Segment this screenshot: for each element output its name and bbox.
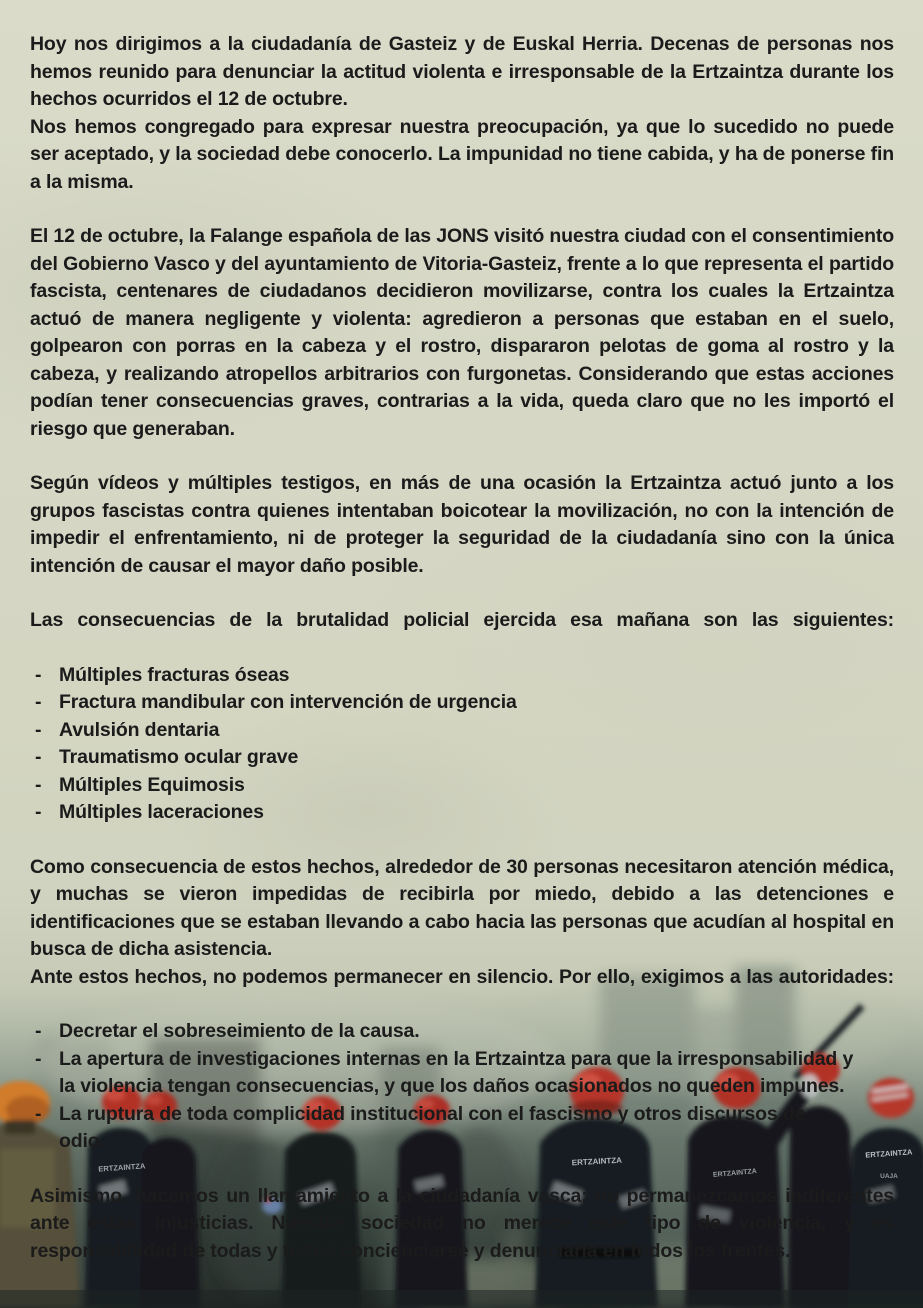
medical-paragraph: Como consecuencia de estos hechos, alrededor de 30 personas necesitaron atención médica, y muchas se vieron impedidas de recibirla por miedo, debido a las detenciones e identificaciones que se estaban llevando a cabo hacia las personas que acudían al hospital en busca de dicha asistencia.: [30, 855, 894, 960]
demand-item-text: La ruptura de toda complicidad institucional con el fascismo y otros discursos de odio.: [59, 1102, 806, 1152]
bottom-vignette: [0, 1290, 923, 1308]
injury-item: [30, 662, 894, 690]
bullet-dash: -: [35, 801, 42, 823]
demand-item-text: La apertura de investigaciones internas en la Ertzaintza para que la irresponsabilidad y la violencia tengan consecuencias, y que los daños ocasionados no queden impunes.: [59, 1047, 854, 1097]
closing-paragraph: Asimismo, hacemos un llamamiento a la ciudadanía vasca: no permanezcamos indiferentes ante estas injusticias. Nuestra sociedad no merece este tipo de violencia, y es responsabilidad de todas y todos concienciarse y denunciarla en todos los frentes.: [30, 1184, 894, 1262]
injury-item: [30, 717, 894, 745]
demands-list: [30, 1018, 894, 1156]
intro-section: [30, 31, 894, 196]
police-back-label: ERTZAINTZA: [98, 1161, 146, 1174]
injury-item: [30, 689, 894, 717]
police-unit-label: UAJA: [880, 1173, 898, 1180]
bullet-dash: -: [35, 773, 42, 796]
october-paragraph: El 12 de octubre, la Falange española de las JONS visitó nuestra ciudad con el consentimiento del Gobierno Vasco y del ayuntamiento de Vitoria-Gasteiz, frente a lo que representa el partido fascista, centenares de ciudadanos decidieron movilizarse, contra los cuales la Ertzaintza actuó de manera negligente y violenta: agredieron a personas que estaban en el suelo, golpearon con porras en la cabeza y el rostro, dispararon pelotas de goma al rostro y la cabeza, y realizando atropellos arbitrarios con furgonetas. Considerando que estas acciones podían tener consecuencias graves, contrarias a la vida, queda claro que no les importó el riesgo que generaban.: [30, 225, 894, 440]
demand-item-text: Decretar el sobreseimiento de la causa.: [59, 1020, 420, 1042]
medical-section: [30, 854, 894, 992]
demand-item: [30, 1046, 894, 1101]
bullet-dash: -: [35, 718, 42, 741]
injury-item: [30, 744, 894, 772]
intro-paragraph-2: Nos hemos congregado para expresar nuestra preocupación, ya que lo sucedido no puede ser aceptado, y la sociedad debe conocerlo. La impunidad no tiene cabida, y ha de ponerse fin a la misma.: [30, 115, 894, 193]
intro-paragraph-1: Hoy nos dirigimos a la ciudadanía de Gasteiz y de Euskal Herria. Decenas de personas nos hemos reunido para denunciar la actitud violenta e irresponsable de la Ertzaintza durante los hechos ocurridos el 12 de octubre.: [30, 33, 894, 110]
bullet-dash: -: [35, 746, 42, 768]
demand-item: [30, 1018, 894, 1046]
bullet-dash: -: [35, 1020, 42, 1042]
police-back-label: ERTZAINTZA: [865, 1147, 913, 1160]
injury-item-text: Múltiples fracturas óseas: [59, 663, 290, 686]
bullet-dash: -: [35, 1102, 42, 1125]
injury-item-text: Avulsión dentaria: [59, 718, 220, 741]
injury-item-text: Traumatismo ocular grave: [59, 746, 299, 768]
injuries-intro: Las consecuencias de la brutalidad policial ejercida esa mañana son las siguientes:: [30, 609, 894, 631]
injury-item: [30, 799, 894, 827]
bullet-dash: -: [35, 663, 42, 686]
injury-item-text: Múltiples Equimosis: [59, 773, 245, 796]
demands-intro: Ante estos hechos, no podemos permanecer en silencio. Por ello, exigimos a las autoridades:: [30, 965, 894, 988]
injury-item: [30, 772, 894, 800]
injuries-list: [30, 662, 894, 827]
injury-item-text: Fractura mandibular con intervención de urgencia: [59, 691, 517, 713]
police-back-label: ERTZAINTZA: [712, 1168, 758, 1179]
injury-item-text: Múltiples laceraciones: [59, 801, 264, 823]
demand-item: [30, 1101, 894, 1156]
testimonies-paragraph: Según vídeos y múltiples testigos, en más de una ocasión la Ertzaintza actuó junto a los grupos fascistas contra quienes intentaban boicotear la movilización, no con la intención de impedir el enfrentamiento, ni de proteger la seguridad de la ciudadanía sino con la única intención de causar el mayor daño posible.: [30, 472, 894, 577]
police-back-label: ERTZAINTZA: [571, 1155, 623, 1168]
bullet-dash: -: [35, 1047, 42, 1070]
bullet-dash: -: [35, 691, 42, 713]
